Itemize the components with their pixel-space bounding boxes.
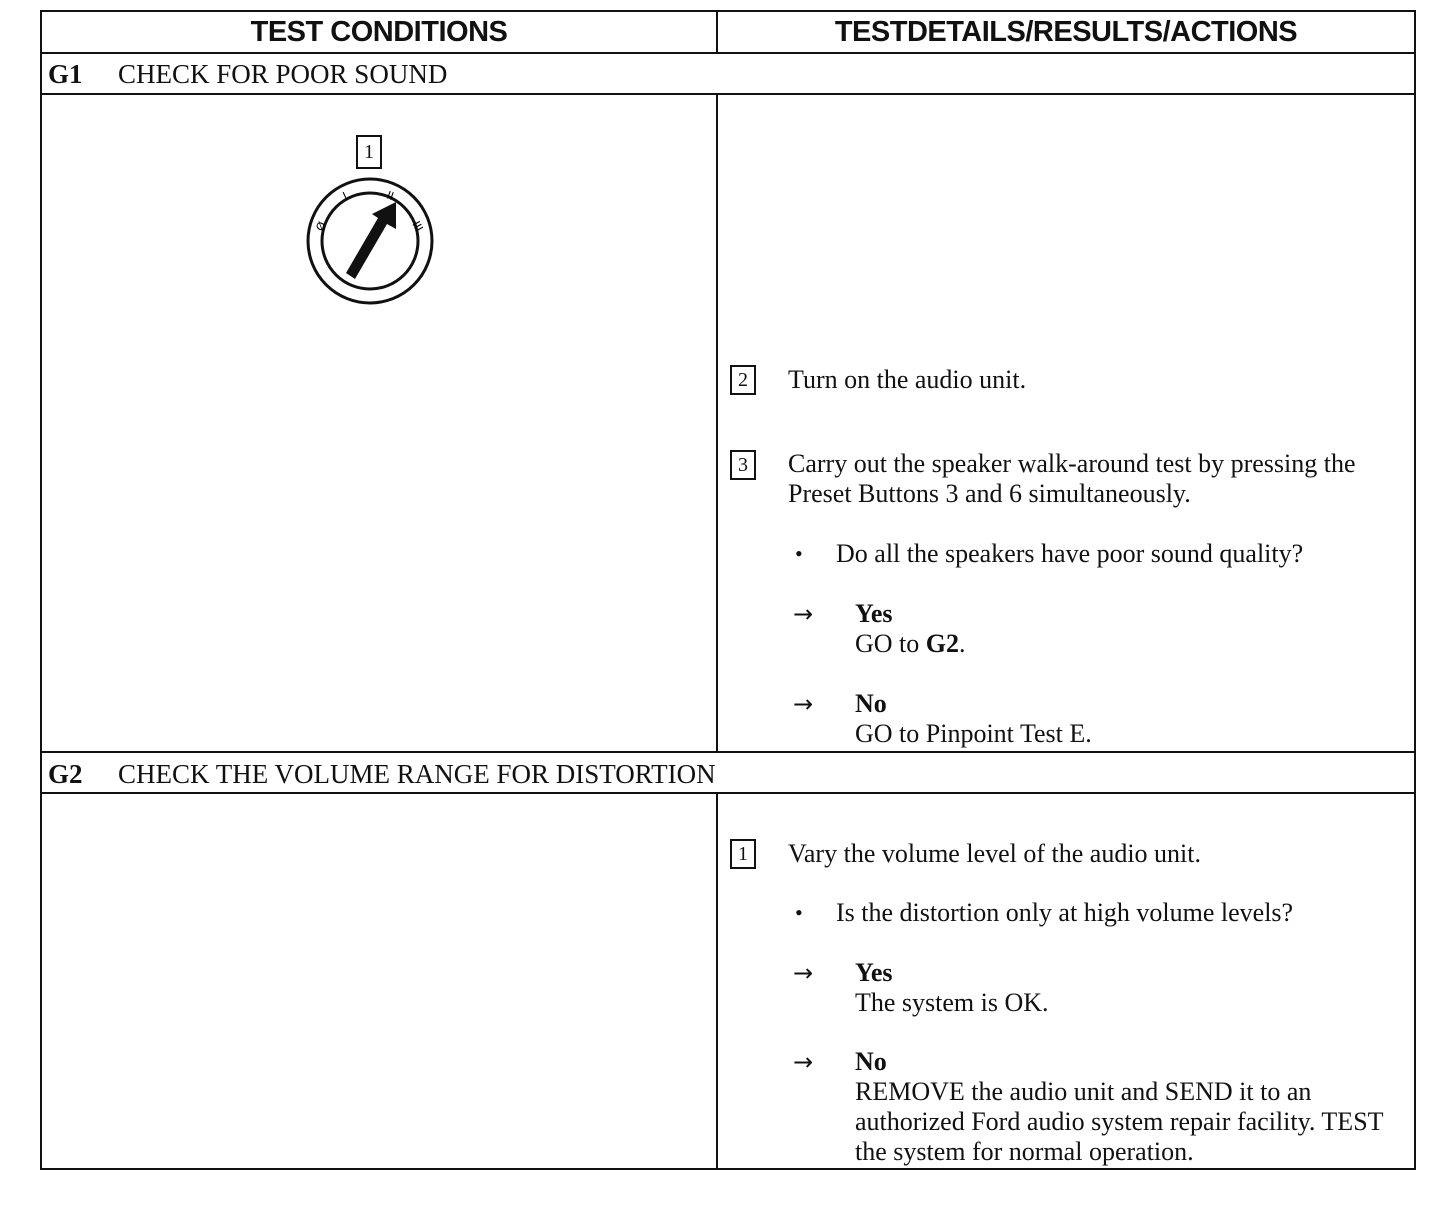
g2-top-rule (40, 751, 1416, 753)
g1-column-divider (716, 93, 718, 753)
arrow-icon: → (793, 690, 814, 718)
yes-action-end: . (959, 629, 966, 658)
arrow-icon: → (793, 1048, 814, 1076)
section-g2-title (48, 755, 716, 793)
dial-position-3: III (409, 219, 426, 234)
dial-position-2: II (384, 188, 396, 204)
yes-action (855, 629, 966, 658)
header-rule (40, 52, 1416, 54)
illustration-step-number: 1 (356, 135, 382, 169)
no-result (855, 1047, 1405, 1167)
switch-pointer-arrow (346, 202, 396, 279)
step-number-box: 2 (730, 365, 756, 395)
dial-position-1: I (340, 189, 350, 203)
yes-action-target: G2 (925, 629, 960, 658)
step-text: Carry out the speaker walk-around test by pressing the Preset Buttons 3 and 6 simultaneously. (788, 449, 1356, 508)
no-label: No (855, 1047, 887, 1076)
bullet: • (795, 900, 803, 925)
section-id: G1 (48, 59, 83, 89)
no-action: GO to Pinpoint Test E. (855, 719, 1092, 748)
yes-action: The system is OK. (855, 988, 1049, 1017)
yes-action-text: GO to (855, 629, 926, 658)
yes-label: Yes (855, 599, 893, 628)
dial-position-off: Ø (313, 219, 329, 234)
step-text: Vary the volume level of the audio unit. (788, 839, 1202, 868)
section-title-text: CHECK THE VOLUME RANGE FOR DISTORTION (118, 759, 716, 789)
section-id: G2 (48, 759, 83, 789)
ignition-switch-illustration (300, 175, 440, 310)
no-action: REMOVE the audio unit and SEND it to an authorized Ford audio system repair facility. TEST the system for normal operation. (855, 1077, 1384, 1166)
section-g1-title (48, 55, 447, 93)
arrow-icon: → (793, 600, 814, 628)
bullet: • (795, 541, 803, 566)
g1-title-rule (40, 93, 1416, 95)
yes-result (855, 599, 1405, 659)
yes-result (855, 958, 1405, 1018)
arrow-icon: → (793, 959, 814, 987)
step-number-box: 3 (730, 450, 756, 480)
column-header-details: TESTDETAILS/RESULTS/ACTIONS (834, 16, 1298, 48)
no-label: No (855, 689, 887, 718)
column-header-conditions: TEST CONDITIONS (250, 16, 508, 48)
g2-column-divider (716, 792, 718, 1170)
step-number-box: 1 (730, 839, 756, 869)
yes-label: Yes (855, 958, 893, 987)
no-result (855, 689, 1405, 749)
step-text: Turn on the audio unit. (788, 365, 1027, 394)
section-title-text: CHECK FOR POOR SOUND (118, 59, 448, 89)
question-text: Is the distortion only at high volume levels? (836, 898, 1294, 927)
question-text: Do all the speakers have poor sound quality? (836, 539, 1304, 568)
